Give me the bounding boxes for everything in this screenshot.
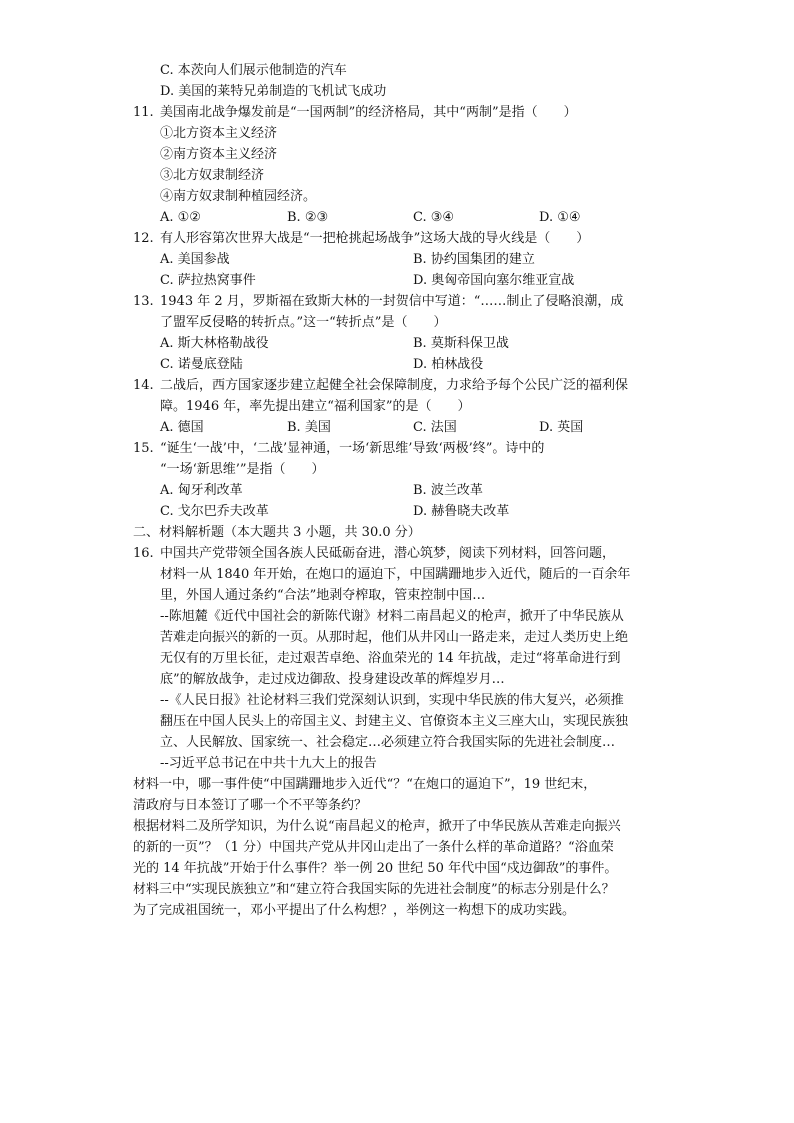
q15-option-a: A. 匈牙利改革 <box>160 483 243 498</box>
q13-option-b: B. 莫斯科保卫战 <box>413 336 509 351</box>
q16-question-line-2: 清政府与日本签订了哪一个不平等条约？ <box>133 798 368 813</box>
q13-stem-line-1: 1943 年 2 月，罗斯福在致斯大林的一封贺信中写道：“……制止了侵略浪潮，成 <box>160 294 624 309</box>
section-heading: 二、材料解析题（本大题共 3 小题，共 30.0 分） <box>133 525 421 540</box>
q13-stem-line-2: 了盟军反侵略的转折点。”这一“转折点”是（ ） <box>160 315 447 330</box>
q16-line-5: 苦难走向振兴的新的一页。从那时起，他们从井冈山一路走来，走过人类历史上绝 <box>160 630 629 645</box>
q14-stem-line-2: 障。1946 年，率先提出建立“福利国家”的是（ ） <box>160 399 471 414</box>
q14-option-b: B. 美国 <box>287 420 331 435</box>
q16-line-3: 里，外国人通过条约“合法”地剥夺榨取，管束控制中国… <box>160 588 486 603</box>
q16-line-6: 无仅有的万里长征，走过艰苦卓绝、浴血荣光的 14 年抗战，走过“将革命进行到 <box>160 651 621 666</box>
q12-option-d: D. 奥匈帝国向塞尔维亚宣战 <box>413 273 575 288</box>
q11-option-d: D. ①④ <box>539 210 581 225</box>
q12-option-a: A. 美国参战 <box>160 252 230 267</box>
q13-option-c: C. 诺曼底登陆 <box>160 357 243 372</box>
q16-line-2: 材料一从 1840 年开始，在炮口的逼迫下，中国蹒跚地步入近代，随后的一百余年 <box>160 567 631 582</box>
q12-stem: 有人形容第次世界大战是“一把枪挑起场战争”这场大战的导火线是（ ） <box>160 231 590 246</box>
q16-question-line-3: 根据材料二及所学知识，为什么说“南昌起义的枪声，掀开了中华民族从苦难走向振兴 <box>133 819 621 834</box>
q14-number: 14. <box>133 378 154 393</box>
q11-item-1: ①北方资本主义经济 <box>160 126 278 141</box>
q10-option-d: D. 美国的莱特兄弟制造的飞机试飞成功 <box>160 84 387 99</box>
q12-option-c: C. 萨拉热窝事件 <box>160 273 256 288</box>
q11-stem: 美国南北战争爆发前是“一国两制”的经济格局，其中“两制”是指（ ） <box>160 105 577 120</box>
q16-question-line-6: 材料三中“实现民族独立”和“建立符合我国实际的先进社会制度”的标志分别是什么？ <box>133 882 615 897</box>
q16-question-line-5: 光的 14 年抗战”开始于什么事件？举一例 20 世纪 50 年代中国“戍边御敌”的事件。 <box>133 861 618 876</box>
q14-option-d: D. 英国 <box>539 420 584 435</box>
q15-stem-line-1: “诞生‘一战’中，‘二战’显神通，一场‘新思维’导致‘两极’终”。诗中的 <box>160 441 545 456</box>
q15-stem-line-2: “一场‘新思维’”是指（ ） <box>160 462 325 477</box>
q15-number: 15. <box>133 441 154 456</box>
q15-option-b: B. 波兰改革 <box>413 483 483 498</box>
q16-question-line-4: 的新的一页”？（1 分）中国共产党从井冈山走出了一条什么样的革命道路？“浴血荣 <box>133 840 614 855</box>
q11-option-a: A. ①② <box>160 210 201 225</box>
q11-number: 11. <box>133 105 154 120</box>
q16-number: 16. <box>133 546 154 561</box>
q16-line-9: 翻压在中国人民头上的帝国主义、封建主义、官僚资本主义三座大山，实现民族独 <box>160 714 629 729</box>
q13-option-d: D. 柏林战役 <box>413 357 484 372</box>
q14-option-c: C. 法国 <box>413 420 457 435</box>
q16-line-8: --《人民日报》社论材料三我们党深刻认识到，实现中华民族的伟大复兴，必须推 <box>160 693 624 708</box>
q16-line-4: --陈旭麓《近代中国社会的新陈代谢》材料二南昌起义的枪声，掀开了中华民族从 <box>160 609 624 624</box>
q11-item-4: ④南方奴隶制种植园经济。 <box>160 189 317 204</box>
q16-line-10: 立、人民解放、国家统一、社会稳定…必须建立符合我国实际的先进社会制度… <box>160 735 616 750</box>
q11-item-3: ③北方奴隶制经济 <box>160 168 265 183</box>
q14-option-a: A. 德国 <box>160 420 204 435</box>
q15-option-c: C. 戈尔巴乔夫改革 <box>160 504 269 519</box>
q15-option-d: D. 赫鲁晓夫改革 <box>413 504 510 519</box>
q16-line-11: --习近平总书记在中共十九大上的报告 <box>160 756 377 771</box>
q16-line-1: 中国共产党带领全国各族人民砥砺奋进，潜心筑梦，阅读下列材料，回答问题， <box>160 546 616 561</box>
q16-question-line-1: 材料一中，哪一事件使“中国蹒跚地步入近代“？“在炮口的逼迫下”，19 世纪末， <box>133 777 597 792</box>
q13-option-a: A. 斯大林格勒战役 <box>160 336 269 351</box>
q13-number: 13. <box>133 294 154 309</box>
q11-option-b: B. ②③ <box>287 210 329 225</box>
q11-option-c: C. ③④ <box>413 210 455 225</box>
q12-number: 12. <box>133 231 154 246</box>
q16-line-7: 底”的解放战争，走过戍边御敌、投身建设改革的辉煌岁月… <box>160 672 505 687</box>
q14-stem-line-1: 二战后，西方国家逐步建立起健全社会保障制度，力求给予每个公民广泛的福利保 <box>160 378 629 393</box>
q10-option-c: C. 本茨向人们展示他制造的汽车 <box>160 63 347 78</box>
q11-item-2: ②南方资本主义经济 <box>160 147 278 162</box>
q16-question-line-7: 为了完成祖国统一，邓小平提出了什么构想？，举例这一构想下的成功实践。 <box>133 903 576 918</box>
q12-option-b: B. 协约国集团的建立 <box>413 252 535 267</box>
